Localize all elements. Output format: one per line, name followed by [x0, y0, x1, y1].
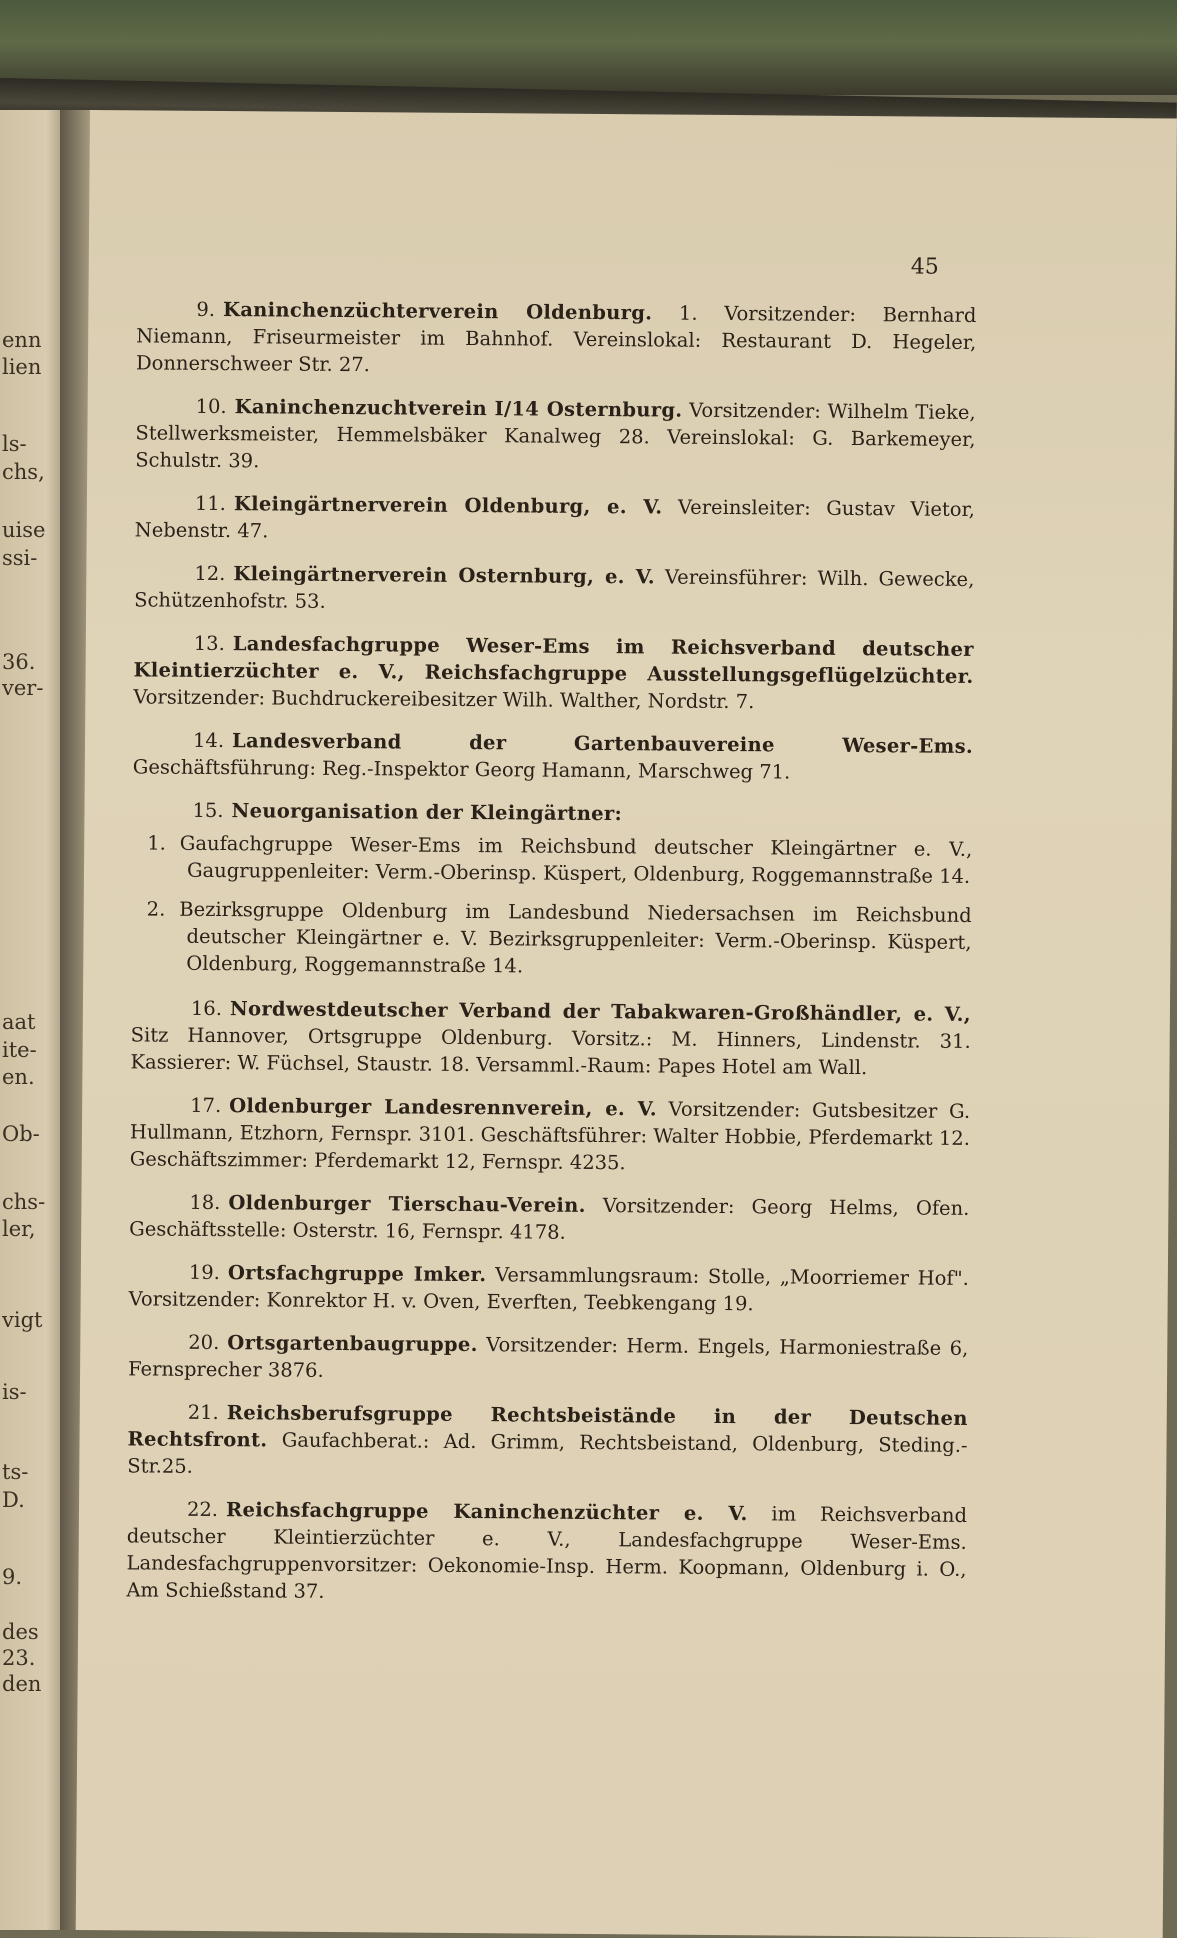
left-fragment: is- [2, 1380, 27, 1404]
entry-number: 20. [188, 1330, 220, 1355]
page-number: 45 [910, 254, 939, 280]
entry-text: im Reichsverband deutscher Kleintierzüchter e. V., Landesfachgruppe Weser-Ems. Landesfachgruppenvorsitzer: Oekonomie-Insp. Herm. Koopmann, Oldenburg i. O., Am Schießstand 37. [126, 1502, 968, 1603]
sub-item-number: 1. [147, 831, 166, 855]
entry-text: 1. Vorsitzender: Bernhard Niemann, Friseurmeister im Bahnhof. Vereinslokal: Restaurant D. Hegeler, Donnerschweer Str. 27. [135, 301, 977, 377]
left-fragment: 23. [2, 1646, 36, 1670]
entry-number: 18. [189, 1190, 221, 1215]
entry-name: Kaninchenzuchtverein I/14 Osternburg. [234, 395, 683, 422]
entry [136, 295, 977, 383]
left-fragment: chs, [2, 460, 45, 484]
left-fragment: lien [2, 355, 42, 379]
sub-item [131, 895, 972, 983]
left-fragment: ts- [2, 1460, 29, 1484]
entry [134, 559, 974, 620]
entry-text: Vorsitzender: Buchdruckereibesitzer Wilh. Walther, Nordstr. 7. [133, 685, 755, 714]
entry-name: Landesfachgruppe Weser-Ems im Reichsverband deutscher Kleintierzüchter e. V., Reichsfachgruppe Ausstellungsgeflügelzüchter. [133, 632, 974, 688]
entry [130, 994, 971, 1082]
entry-name: Neuorganisation der Kleingärtner: [231, 799, 623, 826]
entry-number: 17. [190, 1093, 222, 1118]
sub-item-text: Bezirksgruppe Oldenburg im Landesbund Niedersachsen im Reichsbund deutscher Kleingärtner e. V. Bezirksgruppenleiter: Verm.-Oberinsp. Küspert, Oldenburg, Roggemannstraße 14. [179, 897, 972, 978]
left-fragment: den [2, 1672, 42, 1696]
entry-name: Reichsfachgruppe Kaninchenzüchter e. V. [225, 1498, 748, 1526]
left-fragment: ver- [2, 676, 44, 700]
entry [129, 1188, 969, 1249]
left-fragment: chs- [2, 1190, 46, 1214]
left-fragment: enn [2, 328, 42, 352]
entry-number: 13. [193, 631, 225, 656]
entry [133, 629, 974, 717]
entry-text: Vorsitzender: Herm. Engels, Harmoniestraße 6, Fernsprecher 3876. [128, 1333, 969, 1382]
entry-number: 14. [192, 728, 225, 753]
entry-name: Ortsgartenbaugruppe. [227, 1331, 478, 1357]
entry [135, 489, 975, 550]
entry-name: Kaninchenzüchterverein Oldenburg. [222, 298, 653, 325]
entry-number: 22. [186, 1497, 219, 1522]
entry-name: Kleingärtnerverein Oldenburg, e. V. [233, 492, 663, 519]
entry-number: 12. [194, 561, 226, 586]
left-fragment: ssi- [2, 546, 38, 570]
entry-name: Oldenburger Landesrennverein, e. V. [229, 1094, 657, 1121]
entry-text: Vorsitzender: Georg Helms, Ofen. Geschäftsstelle: Osterstr. 16, Fernspr. 4178. [129, 1194, 970, 1244]
entry-name: Oldenburger Tierschau-Verein. [228, 1191, 586, 1217]
entry-name: Nordwestdeutscher Verband der Tabakwaren-Großhändler, e. V., [229, 997, 972, 1026]
entry-number: 9. [196, 297, 216, 321]
entry-text: Sitz Hannover, Ortsgruppe Oldenburg. Vorsitz.: M. Hinners, Lindenstr. 31. Kassierer: W. Füchsel, Staustr. 18. Versamml.-Raum: Papes Hotel am Wall. [130, 1023, 971, 1080]
left-fragment: Ob- [2, 1122, 40, 1146]
entry-text: Vorsitzender: Wilhelm Tieke, Stellwerksmeister, Hemmelsbäker Kanalweg 28. Vereinslokal: G. Barkemeyer, Schulstr. 39. [135, 398, 976, 473]
sub-item [132, 829, 972, 890]
left-fragment: 36. [2, 650, 36, 674]
left-page-edge [0, 110, 66, 1930]
left-fragment: vigt [2, 1308, 43, 1332]
left-fragment: D. [2, 1488, 25, 1512]
entry-name: Reichsberufsgruppe Rechtsbeistände in der Deutschen Rechtsfront. [127, 1401, 968, 1452]
entry-name: Ortsfachgruppe Imker. [227, 1261, 487, 1287]
entry-number: 10. [195, 394, 227, 419]
left-fragment: ite- [2, 1038, 37, 1062]
left-fragment: uise [2, 518, 46, 542]
entry-text: Gaufachberat.: Ad. Grimm, Rechtsbeistand, Oldenburg, Steding.-Str.25. [127, 1428, 968, 1478]
entry-text: Vorsitzender: Gutsbesitzer G. Hullmann, Etzhorn, Fernspr. 3101. Geschäftsführer: Walter Hobbie, Pferdemarkt 12. Geschäftszimmer: Pferdemarkt 12, Fernspr. 4235. [129, 1097, 971, 1175]
entry-number: 19. [188, 1260, 220, 1285]
entry-number: 16. [190, 996, 223, 1021]
entry-number: 15. [192, 798, 224, 823]
entry [130, 1091, 971, 1179]
entry [126, 1495, 967, 1610]
entry-text: Geschäftsführung: Reg.-Inspektor Georg Hamann, Marschweg 71. [132, 755, 791, 784]
left-fragment: ler, [2, 1217, 36, 1241]
entry-text: Vereinsführer: Wilh. Gewecke, Schützenhofstr. 53. [134, 565, 975, 613]
entry-text: Versammlungsraum: Stolle, „Moorriemer Hof". Vorsitzender: Konrektor H. v. Oven, Everften, Teebkengang 19. [128, 1263, 969, 1316]
entry-text: Vereinsleiter: Gustav Vietor, Nebenstr. 47. [134, 495, 975, 543]
entry [132, 796, 972, 830]
directory-listing [126, 295, 976, 1626]
sub-item-text: Gaufachgruppe Weser-Ems im Reichsbund deutscher Kleingärtner e. V., Gaugruppenleiter: Verm.-Oberinsp. Küspert, Oldenburg, Roggemannstraße 14. [179, 831, 973, 888]
entry-number: 11. [194, 491, 227, 516]
left-fragment: ls- [2, 432, 27, 456]
entry [133, 726, 973, 787]
left-fragment: aat [2, 1010, 36, 1034]
entry-name: Landesverband der Gartenbauvereine Weser-Ems. [231, 729, 974, 758]
sub-item-number: 2. [146, 897, 166, 921]
left-fragment: en. [2, 1065, 35, 1089]
entry-number: 21. [187, 1400, 219, 1425]
entry [129, 1258, 969, 1319]
left-fragment: des [2, 1620, 39, 1644]
book-page [76, 110, 1177, 1938]
entry [135, 392, 976, 480]
entry [128, 1328, 968, 1389]
left-fragment: 9. [2, 1565, 23, 1589]
entry-name: Kleingärtnerverein Osternburg, e. V. [233, 562, 655, 589]
entry [127, 1398, 968, 1486]
